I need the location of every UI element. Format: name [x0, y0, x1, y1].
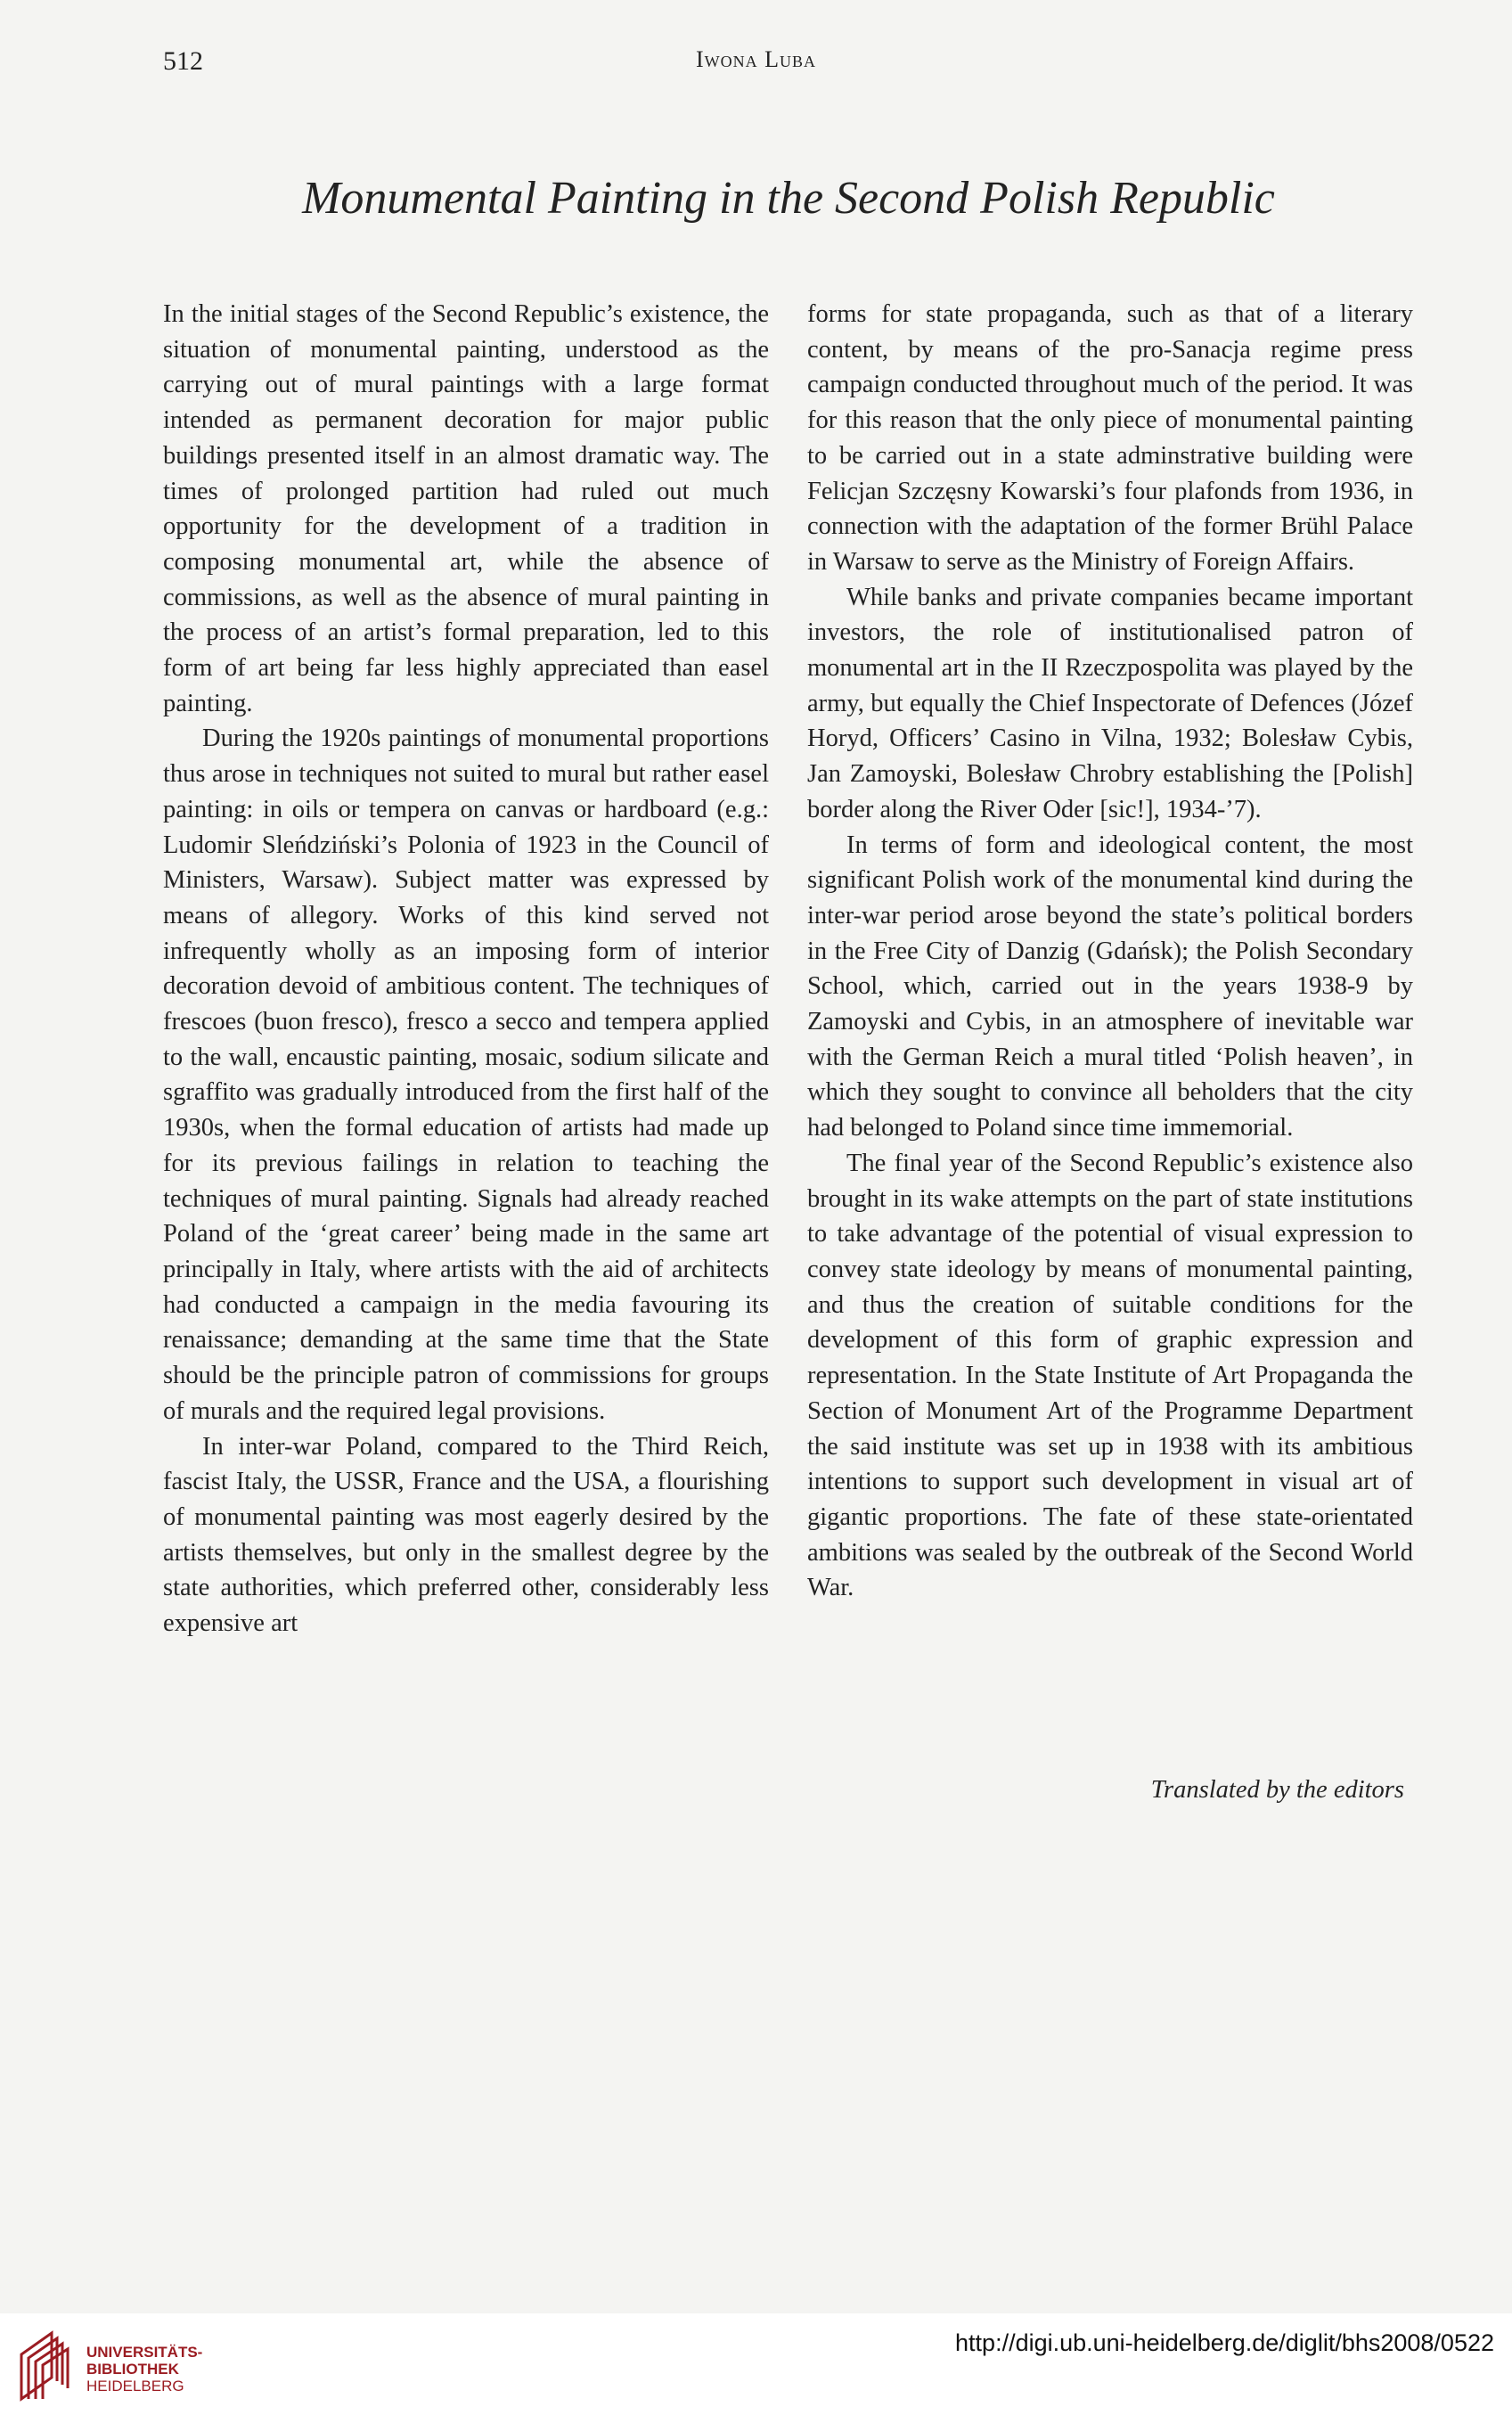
translator-credit: Translated by the editors [1150, 1776, 1404, 1804]
library-line: UNIVERSITÄTS- [86, 2344, 203, 2361]
paragraph: forms for state propaganda, such as that of a literary content, by means of the pro-Sanacja regime press campaign conducted throughout much of the period. It was for this reason that the only piece of monumental painting to be carried out in a state adminstrative building were Felicjan Szczęsny Kowarski’s four plafonds from 1936, in connection with the adaptation of the former Brühl Palace in Warsaw to serve as the Ministry of Foreign Affairs. [807, 300, 1413, 576]
paragraph: In the initial stages of the Second Republic’s existence, the situation of monumental painting, understood as the carrying out of mural paintings with a large format intended as permanent decoration for major public buildings presented itself in an almost dramatic way. The times of prolonged partition had ruled out much opportunity for the development of a tradition in composing monumental art, while the absence of commissions, as well as the absence of mural painting in the process of an artist’s formal preparation, led to this form of art being far less highly appreciated than easel painting. [163, 300, 769, 717]
right-column [807, 297, 1413, 1606]
library-line: BIBLIOTHEK [86, 2361, 179, 2378]
paragraph: While banks and private companies became important investors, the role of institutionalised patron of monumental art in the II Rzeczpospolita was played by the army, but equally the Chief Inspectorate of Defences (Józef Horyd, Officers’ Casino in Vilna, 1932; Bolesław Cybis, Jan Zamoyski, Bolesław Chrobry establishing the [Polish] border along the River Oder [sic!], 1934-’7). [807, 583, 1413, 823]
library-line: HEIDELBERG [86, 2378, 184, 2394]
article-title: Monumental Painting in the Second Polish Republic [302, 173, 1275, 224]
paragraph: During the 1920s paintings of monumental proportions thus arose in techniques not suited to mural but rather easel painting: in oils or tempera on canvas or hardboard (e.g.: Ludomir Sleńdziński’s Polonia of 1923 in the Council of Ministers, Warsaw). Subject matter was expressed by means of allegory. Works of this kind served not infrequently wholly as an imposing form of interior decoration devoid of ambitious content. The techniques of frescoes (buon fresco), fresco a secco and tempera applied to the wall, encaustic painting, mosaic, sodium silicate and sgraffito was gradually introduced from the first half of the 1930s, when the formal education of artists had made up for its previous failings in relation to teaching the techniques of mural painting. Signals had already reached Poland of the ‘great career’ being made in the same art principally in Italy, where artists with the aid of architects had conducted a campaign in the media favouring its renaissance; demanding at the same time that the State should be the principle patron of commissions for groups of murals and the required legal provisions. [163, 724, 769, 1425]
paragraph: In terms of form and ideological content, the most significant Polish work of the monumental kind during the inter-war period arose beyond the state’s political borders in the Free City of Danzig (Gdańsk); the Polish Secondary School, which, carried out in the years 1938-9 by Zamoyski and Cybis, in an atmosphere of inevitable war with the German Reich a mural titled ‘Polish heaven’, in which they sought to convince all beholders that the city had belonged to Poland since time immemorial. [807, 831, 1413, 1142]
page-number: 512 [163, 46, 203, 76]
running-head [0, 46, 1512, 82]
paragraph: The final year of the Second Republic’s existence also brought in its wake attempts on the part of state institutions to take advantage of the potential of visual expression to convey state ideology by means of monumental painting, and thus the creation of suitable conditions for the development of this form of graphic expression and representation. In the State Institute of Art Propaganda the Section of Monument Art of the Programme Department the said institute was set up in 1938 with its ambitious intentions to support such development in visual art of gigantic proportions. The fate of these state-orientated ambitions was sealed by the outbreak of the Second World War. [807, 1149, 1413, 1602]
source-url-link[interactable]: http://digi.ub.uni-heidelberg.de/diglit/bhs2008/0522 [955, 2329, 1494, 2356]
left-column [163, 297, 769, 1641]
library-logo-icon [16, 2328, 75, 2404]
library-name [86, 2344, 202, 2394]
paragraph: In inter-war Poland, compared to the Third Reich, fascist Italy, the USSR, France and the USA, a flourishing of monumental painting was most eagerly desired by the artists themselves, but only in the smallest degree by the state authorities, which preferred other, considerably less expensive art [163, 1432, 769, 1638]
running-title: Iwona Luba [695, 46, 817, 72]
